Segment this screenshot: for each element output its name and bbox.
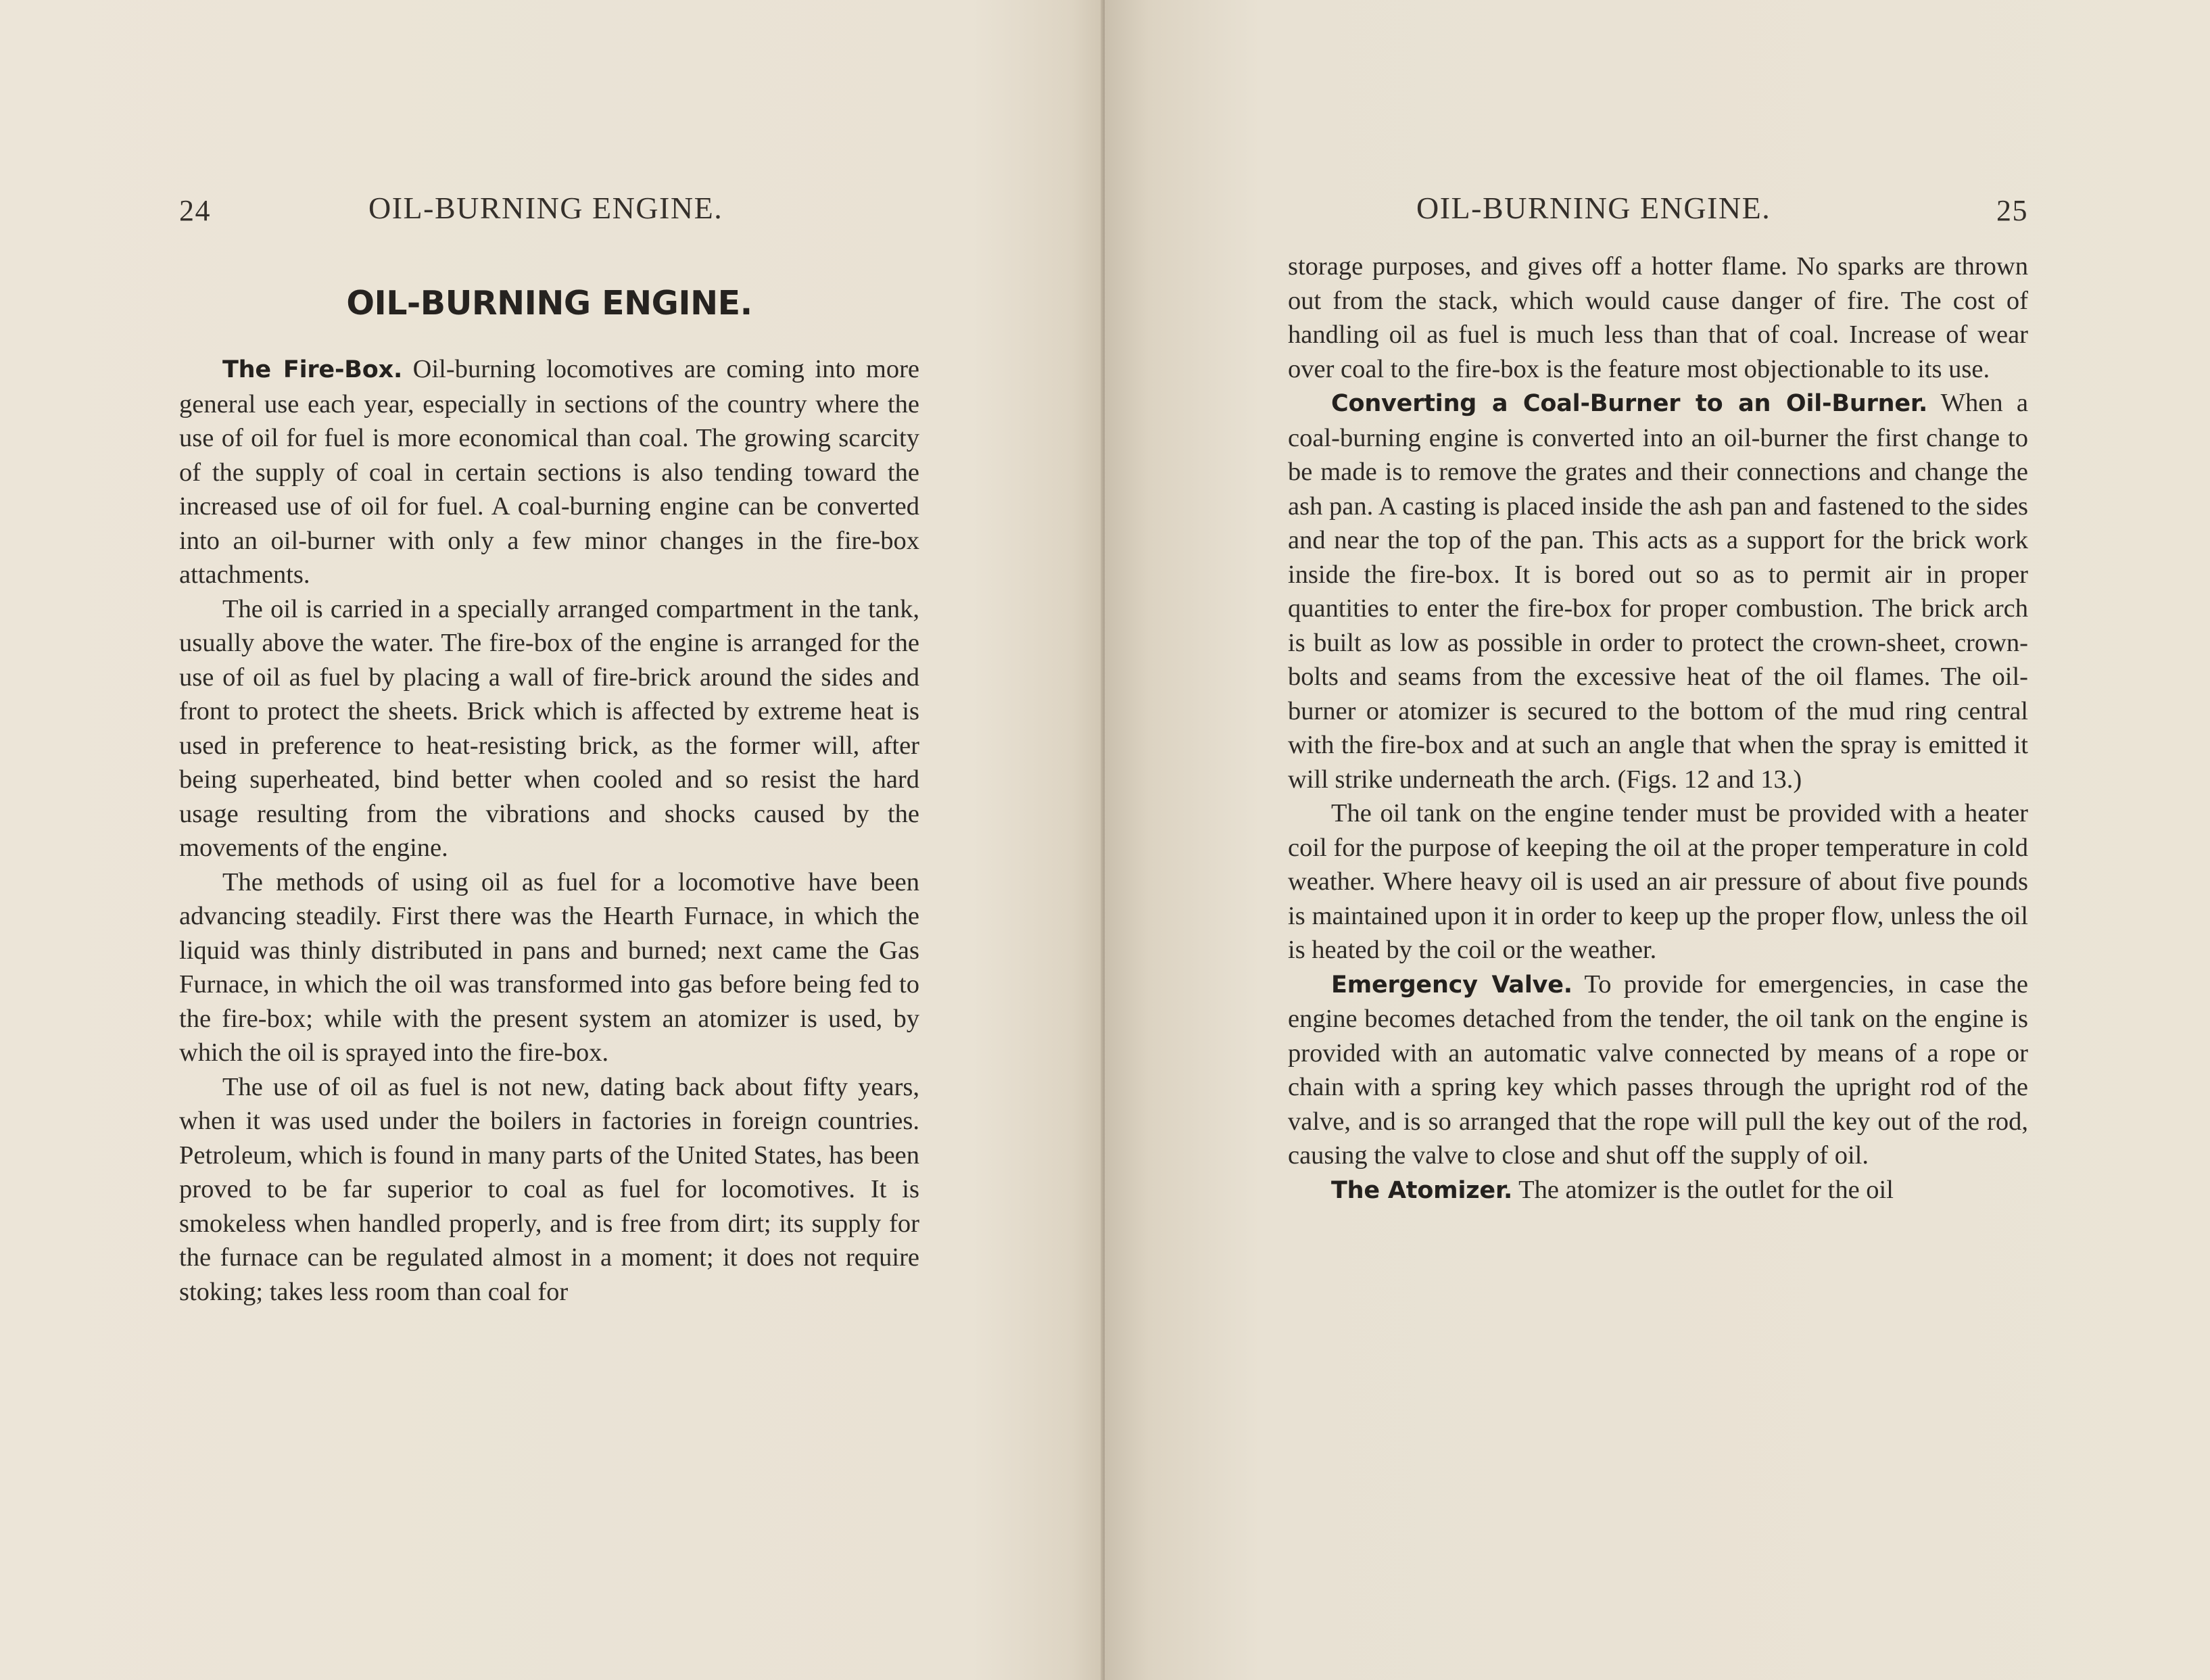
paragraph-continuation <box>1288 249 2028 386</box>
paragraph-text: When a coal-burning engine is converted into an oil-burner the first change to be made is to remove the grates and their connections and change the ash pan. A casting is placed inside the ash pan and fastened to the sides and near the top of the pan. This acts as a support for the brick work inside the fire-box. It is bored out so as to permit air in proper quantities to enter the fire-box for proper combustion. The brick arch is built as low as possible in order to protect the crown-sheet, crown-bolts and seams from the excessive heat of the oil flames. The oil-burner or atomizer is secured to the bottom of the mud ring central with the fire-box and at such an angle that when the spray is emitted it will strike underneath the arch. (Figs. 12 and 13.) <box>1288 389 2028 794</box>
chapter-title: OIL-BURNING ENGINE. <box>346 284 752 322</box>
right-page <box>1105 0 2210 1680</box>
paragraph-text: Oil-burning locomotives are coming into more general use each year, especially in sections of the country where the use of oil for fuel is more economical than coal. The growing scarcity of the supply of coal in certain sections is also tending toward the increased use of oil for fuel. A coal-burning engine can be converted into an oil-burner with only a few minor changes in the fire-box attachments. <box>179 355 919 589</box>
paragraph-converting <box>1288 386 2028 796</box>
right-running-head <box>1288 188 2028 229</box>
paragraph-oil-compartment <box>179 592 919 865</box>
paragraph-atomizer <box>1288 1173 2028 1208</box>
left-page-number: 24 <box>179 194 211 227</box>
section-heading-converting: Converting a Coal-Burner to an Oil-Burner. <box>1331 390 1928 417</box>
paragraph-text: To provide for emergencies, in case the engine becomes detached from the tender, the oil tank on the engine is provided with an automatic valve connected by means of a rope or chain with a spring key which passes through the upright rod of the valve, and is so arranged that the rope will pull the key out of the rod, causing the valve to close and shut off the supply of oil. <box>1288 969 2028 1170</box>
left-running-head <box>179 188 919 229</box>
paragraph-fire-box <box>179 352 919 592</box>
paragraph-methods <box>179 865 919 1070</box>
section-heading-emergency-valve: Emergency Valve. <box>1331 971 1572 999</box>
paragraph-text: The oil tank on the engine tender must be provided with a heater coil for the purpose of keeping the oil at the proper temperature in cold weather. Where heavy oil is used an air pressure of about five pounds is maintained upon it in order to keep up the proper flow, unless the oil is heated by the coil or the weather. <box>1288 799 2028 964</box>
paragraph-emergency-valve <box>1288 967 2028 1173</box>
left-running-head-title: OIL-BURNING ENGINE. <box>368 191 723 225</box>
paragraph-oil-tank <box>1288 796 2028 967</box>
paragraph-text: storage purposes, and gives off a hotter flame. No sparks are thrown out from the stack, which would cause danger of fire. The cost of handling oil as fuel is much less than that of coal. Increase of wear over coal to the fire-box is the feature most objectionable to its use. <box>1288 252 2028 383</box>
left-body-text <box>179 352 919 1309</box>
paragraph-text: The methods of using oil as fuel for a locomotive have been advancing steadily. First there was the Hearth Furnace, in which the liquid was thinly distributed in pans and burned; next came the Gas Furnace, in which the oil was transformed into gas before being fed to the fire-box; while with the present system an atomizer is used, by which the oil is sprayed into the fire-box. <box>179 867 919 1067</box>
section-heading-fire-box: The Fire-Box. <box>222 356 403 383</box>
paragraph-text: The use of oil as fuel is not new, dating back about fifty years, when it was used under the boilers in factories in foreign countries. Petroleum, which is found in many parts of the United States, has been proved to be far superior to coal as fuel for locomotives. It is smokeless when handled properly, and is free from dirt; its supply for the furnace can be regulated almost in a moment; it does not require stoking; takes less room than coal for <box>179 1072 919 1306</box>
paragraph-text: The atomizer is the outlet for the oil <box>1518 1175 1894 1204</box>
paragraph-history <box>179 1070 919 1310</box>
right-page-number: 25 <box>1996 194 2028 227</box>
right-running-head-title: OIL-BURNING ENGINE. <box>1416 191 1771 225</box>
section-heading-atomizer: The Atomizer. <box>1331 1176 1513 1204</box>
right-body-text <box>1288 249 2028 1207</box>
paragraph-text: The oil is carried in a specially arranged compartment in the tank, usually above the water. The fire-box of the engine is arranged for the use of oil as fuel by placing a wall of fire-brick around the sides and front to protect the sheets. Brick which is affected by extreme heat is used in preference to heat-resisting brick, as the former will, after being superheated, bind better when cooled and so resist the hard usage resulting from the vibrations and shocks caused by the movements of the engine. <box>179 594 919 862</box>
